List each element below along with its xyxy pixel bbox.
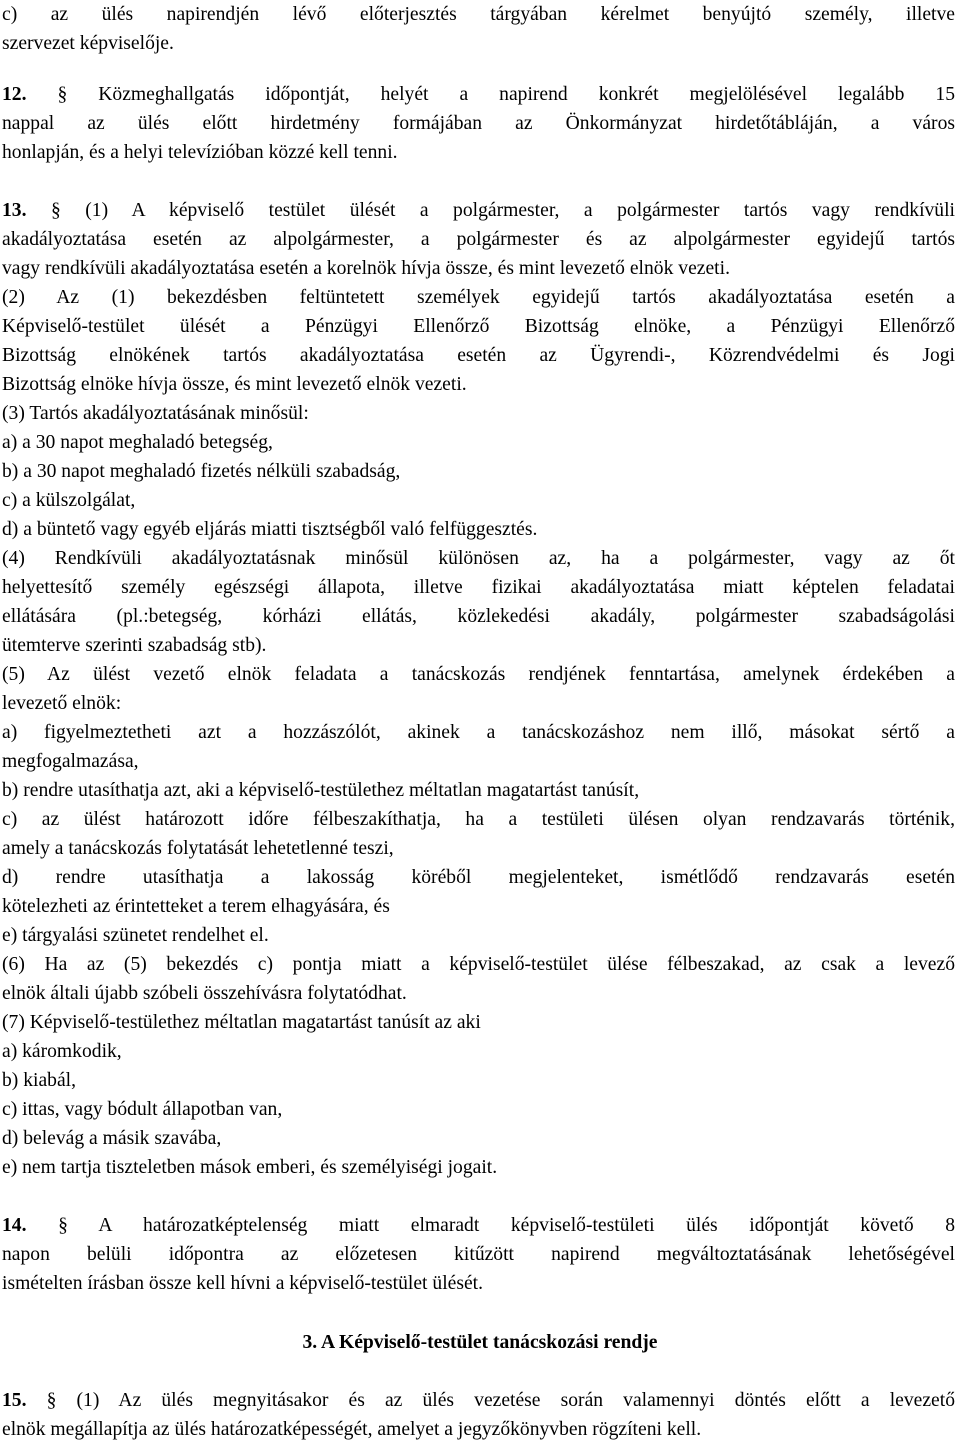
line-text: ütemterve szerinti szabadság stb). <box>2 635 267 656</box>
text-line <box>2 1124 955 1153</box>
line-text: elnök általi újabb szóbeli összehívásra folytatódhat. <box>2 983 407 1004</box>
text-line <box>2 457 955 486</box>
line-text: ellátására (pl.:betegség, kórházi ellátás, közlekedési akadály, polgármester szabadságolási <box>2 606 955 627</box>
line-text: a) a 30 napot meghaladó betegség, <box>2 432 273 453</box>
line-text: a) figyelmeztetheti azt a hozzászólót, akinek a tanácskozáshoz nem illő, másokat sértő a <box>2 722 955 743</box>
text-line <box>2 660 955 689</box>
line-text: b) a 30 napot meghaladó fizetés nélküli szabadság, <box>2 461 401 482</box>
paragraph-start-line <box>2 1386 955 1415</box>
text-line <box>2 544 955 573</box>
line-text: levezető elnök: <box>2 693 122 714</box>
line-text: b) rendre utasíthatja azt, aki a képviselő-testülethez méltatlan magatartást tanúsít, <box>2 780 640 801</box>
line-text: (6) Ha az (5) bekezdés c) pontja miatt a képviselő-testület ülése félbeszakad, az csak a levező <box>2 954 955 975</box>
text-line <box>2 602 955 631</box>
line-text: c) az ülést határozott időre félbeszakíthatja, ha a testületi ülésen olyan rendzavarás történik, <box>2 809 955 830</box>
line-text: c) ittas, vagy bódult állapotban van, <box>2 1099 283 1120</box>
text-line <box>2 1095 955 1124</box>
text-line <box>2 718 955 747</box>
paragraph-number: 14. <box>2 1215 27 1236</box>
text-line <box>2 921 955 950</box>
text-line <box>2 370 955 399</box>
line-text: honlapján, és a helyi televízióban közzé kell tenni. <box>2 142 398 163</box>
line-text: § A határozatképtelenség miatt elmaradt képviselő-testületi ülés időpontját követő 8 <box>26 1215 955 1236</box>
line-text: (7) Képviselő-testülethez méltatlan magatartást tanúsít az aki <box>2 1012 481 1033</box>
line-text: b) kiabál, <box>2 1070 76 1091</box>
section-heading-text: 3. A Képviselő-testület tanácskozási rendje <box>302 1332 658 1353</box>
text-line <box>2 341 955 370</box>
line-text: (3) Tartós akadályoztatásának minősül: <box>2 403 309 424</box>
line-text: vagy rendkívüli akadályoztatása esetén a korelnök hívja össze, és mint levezető elnök vezeti. <box>2 258 730 279</box>
text-line <box>2 312 955 341</box>
text-line <box>2 138 955 167</box>
line-text: (5) Az ülést vezető elnök feladata a tanácskozás rendjének fenntartása, amelynek érdekében a <box>2 664 955 685</box>
text-line <box>2 0 955 29</box>
text-line <box>2 1269 955 1298</box>
text-line <box>2 109 955 138</box>
text-line <box>2 834 955 863</box>
text-line <box>2 1153 955 1182</box>
line-text: a) káromkodik, <box>2 1041 122 1062</box>
line-text: helyettesítő személy egészségi állapota, illetve fizikai akadályoztatása miatt képtelen feladatai <box>2 577 955 598</box>
line-text: (4) Rendkívüli akadályoztatásnak minősül különösen az, ha a polgármester, vagy az őt <box>2 548 955 569</box>
line-text: (2) Az (1) bekezdésben feltüntetett személyek egyidejű tartós akadályoztatása esetén a <box>2 287 955 308</box>
paragraph-start-line <box>2 1211 955 1240</box>
text-line <box>2 515 955 544</box>
text-line <box>2 29 955 58</box>
text-line <box>2 863 955 892</box>
line-text: megfogalmazása, <box>2 751 139 772</box>
paragraph-number: 15. <box>2 1390 27 1411</box>
paragraph-number: 13. <box>2 200 27 221</box>
line-text: kötelezheti az érintetteket a terem elhagyására, és <box>2 896 390 917</box>
text-line <box>2 1037 955 1066</box>
text-line <box>2 486 955 515</box>
text-line <box>2 399 955 428</box>
line-text: szervezet képviselője. <box>2 33 174 54</box>
line-text: akadályoztatása esetén az alpolgármester, a polgármester és az alpolgármester egyidejű tartós <box>2 229 955 250</box>
text-line <box>2 631 955 660</box>
line-text: c) az ülés napirendjén lévő előterjesztés tárgyában kérelmet benyújtó személy, illetve <box>2 4 955 25</box>
text-line <box>2 573 955 602</box>
text-line <box>2 892 955 921</box>
text-line <box>2 225 955 254</box>
line-text: elnök megállapítja az ülés határozatképességét, amelyet a jegyzőkönyvben rögzíteni kell. <box>2 1419 702 1440</box>
text-line <box>2 254 955 283</box>
line-text: c) a külszolgálat, <box>2 490 136 511</box>
line-text: d) rendre utasíthatja a lakosság köréből megjelenteket, ismétlődő rendzavarás esetén <box>2 867 955 888</box>
paragraph-start-line <box>2 80 955 109</box>
line-text: nappal az ülés előtt hirdetmény formájában az Önkormányzat hirdetőtábláján, a város <box>2 113 955 134</box>
line-text: napon belüli időpontra az előzetesen kitűzött napirend megváltoztatásának lehetőségével <box>2 1244 955 1265</box>
text-line <box>2 776 955 805</box>
text-line <box>2 1240 955 1269</box>
text-line <box>2 1066 955 1095</box>
line-text: d) a büntető vagy egyéb eljárás miatti tisztségből való felfüggesztés. <box>2 519 538 540</box>
text-line <box>2 805 955 834</box>
text-line <box>2 1008 955 1037</box>
line-text: Bizottság elnökének tartós akadályoztatása esetén az Ügyrendi-, Közrendvédelmi és Jogi <box>2 345 955 366</box>
text-line <box>2 689 955 718</box>
line-text: e) nem tartja tiszteletben mások emberi, és személyiségi jogait. <box>2 1157 498 1178</box>
line-text: ismételten írásban össze kell hívni a képviselő-testület ülését. <box>2 1273 484 1294</box>
text-line <box>2 283 955 312</box>
text-line <box>2 1415 955 1444</box>
line-text: Bizottság elnöke hívja össze, és mint levezető elnök vezeti. <box>2 374 467 395</box>
line-text: § (1) Az ülés megnyitásakor és az ülés vezetése során valamennyi döntés előtt a levezető <box>26 1390 955 1411</box>
line-text: d) belevág a másik szavába, <box>2 1128 222 1149</box>
section-heading <box>0 1328 960 1357</box>
text-line <box>2 979 955 1008</box>
paragraph-start-line <box>2 196 955 225</box>
paragraph-number: 12. <box>2 84 27 105</box>
text-line <box>2 428 955 457</box>
line-text: amely a tanácskozás folytatását lehetetlenné teszi, <box>2 838 394 859</box>
line-text: § (1) A képviselő testület ülését a polgármester, a polgármester tartós vagy rendkívüli <box>26 200 955 221</box>
line-text: e) tárgyalási szünetet rendelhet el. <box>2 925 269 946</box>
text-line <box>2 747 955 776</box>
text-line <box>2 950 955 979</box>
line-text: Képviselő-testület ülését a Pénzügyi Ellenőrző Bizottság elnöke, a Pénzügyi Ellenőrző <box>2 316 955 337</box>
line-text: § Közmeghallgatás időpontját, helyét a napirend konkrét megjelölésével legalább 15 <box>26 84 955 105</box>
